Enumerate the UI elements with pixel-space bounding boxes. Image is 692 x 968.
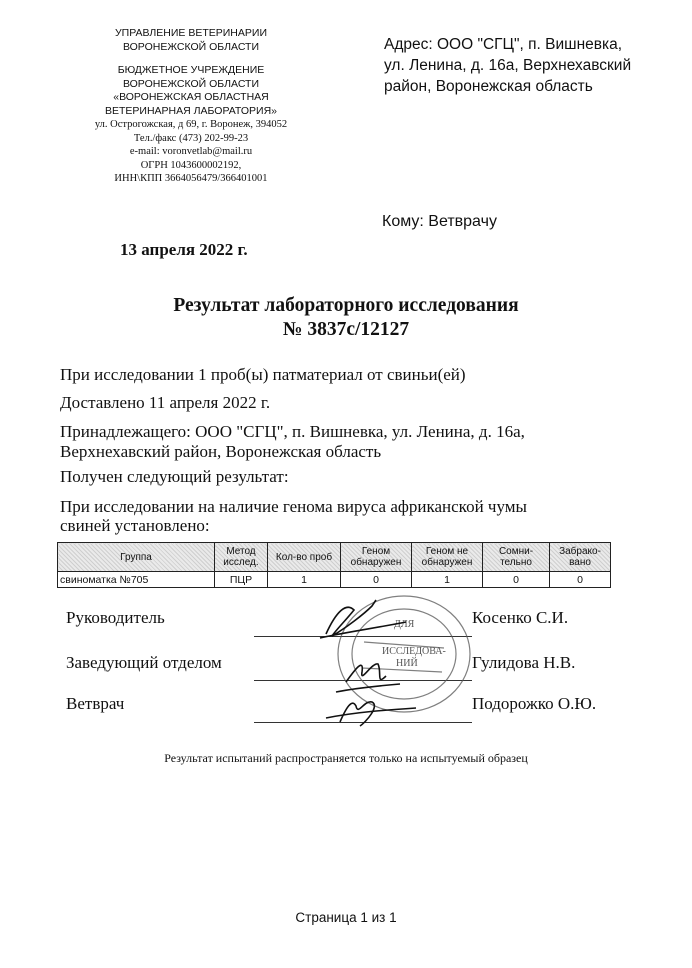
cell-detected: 0 (341, 572, 412, 588)
org-line: ВЕТЕРИНАРНАЯ ЛАБОРАТОРИЯ» (104, 104, 278, 117)
cell-count: 1 (268, 572, 341, 588)
body-text: Получен следующий результат: (60, 467, 289, 486)
col-header: Забрако-вано (550, 543, 611, 572)
body-text: Доставлено 11 апреля 2022 г. (60, 393, 271, 412)
signature-name: Косенко С.И. (472, 608, 569, 627)
org-ogrn: ОГРН 1043600002192, (140, 159, 242, 171)
official-stamp (316, 592, 476, 728)
cell-rejected: 0 (550, 572, 611, 588)
body-text: свиней установлено: (60, 516, 210, 535)
cell-doubtful: 0 (483, 572, 550, 588)
org-line: БЮДЖЕТНОЕ УЧРЕЖДЕНИЕ (117, 64, 265, 76)
address-line: Адрес: ООО "СГЦ", п. Вишневка, (384, 36, 623, 53)
body-text: Принадлежащего: ООО "СГЦ", п. Вишневка, ул. Ленина, д. 16а, (60, 422, 525, 441)
page-number: Страница 1 из 1 (295, 910, 397, 925)
body-text: При исследовании на наличие генома вируса африканской чумы (60, 497, 527, 516)
body-text: При исследовании 1 проб(ы) патматериал от свиньи(ей) (60, 365, 466, 384)
signature-role: Ветврач (66, 694, 125, 713)
footer-note: Результат испытаний распространяется только на испытуемый образец (164, 751, 528, 765)
col-header: Группа (58, 543, 215, 572)
table-header-row (58, 543, 611, 572)
recipient: Кому: Ветврачу (382, 213, 497, 230)
cell-method: ПЦР (215, 572, 268, 588)
organization-header (60, 27, 322, 186)
stamp-text: ДЛЯ (394, 619, 415, 630)
org-line: «ВОРОНЕЖСКАЯ ОБЛАСТНАЯ (113, 91, 269, 103)
col-header: Сомни-тельно (483, 543, 550, 572)
col-header: Метод исслед. (215, 543, 268, 572)
col-header: Кол-во проб (268, 543, 341, 572)
stamp-text: ИССЛЕДОВА- (382, 646, 446, 657)
col-header: Геном не обнаружен (412, 543, 483, 572)
cell-group: свиноматка №705 (58, 572, 215, 588)
document-title: Результат лабораторного исследования (173, 295, 519, 316)
address-line: район, Воронежская область (384, 78, 593, 95)
org-address: ул. Острогожская, д 69, г. Воронеж, 394052 (94, 119, 288, 130)
table-row (58, 572, 611, 588)
signature-name: Гулидова Н.В. (472, 653, 576, 672)
org-inn: ИНН\КПП 3664056479/366401001 (114, 173, 268, 184)
org-line: ВОРОНЕЖСКОЙ ОБЛАСТИ (122, 40, 260, 53)
body-text: Верхнехавский район, Воронежская область (60, 442, 382, 461)
org-email: e-mail: voronvetlab@mail.ru (129, 146, 253, 157)
signature-role: Руководитель (66, 608, 165, 627)
signature-role: Заведующий отделом (66, 653, 222, 672)
org-line: УПРАВЛЕНИЕ ВЕТЕРИНАРИИ (114, 27, 267, 39)
signature-name: Подорожко О.Ю. (472, 694, 597, 713)
results-table (57, 542, 611, 588)
col-header: Геном обнаружен (341, 543, 412, 572)
cell-not-detected: 1 (412, 572, 483, 588)
org-line: ВОРОНЕЖСКОЙ ОБЛАСТИ (122, 77, 260, 90)
document-date: 13 апреля 2022 г. (120, 240, 248, 259)
address-line: ул. Ленина, д. 16а, Верхнехавский (384, 57, 632, 74)
document-number: № 3837с/12127 (282, 319, 410, 340)
org-phone: Тел./факс (473) 202-99-23 (133, 132, 249, 144)
recipient-address (384, 34, 674, 97)
stamp-text: НИЙ (396, 658, 418, 669)
